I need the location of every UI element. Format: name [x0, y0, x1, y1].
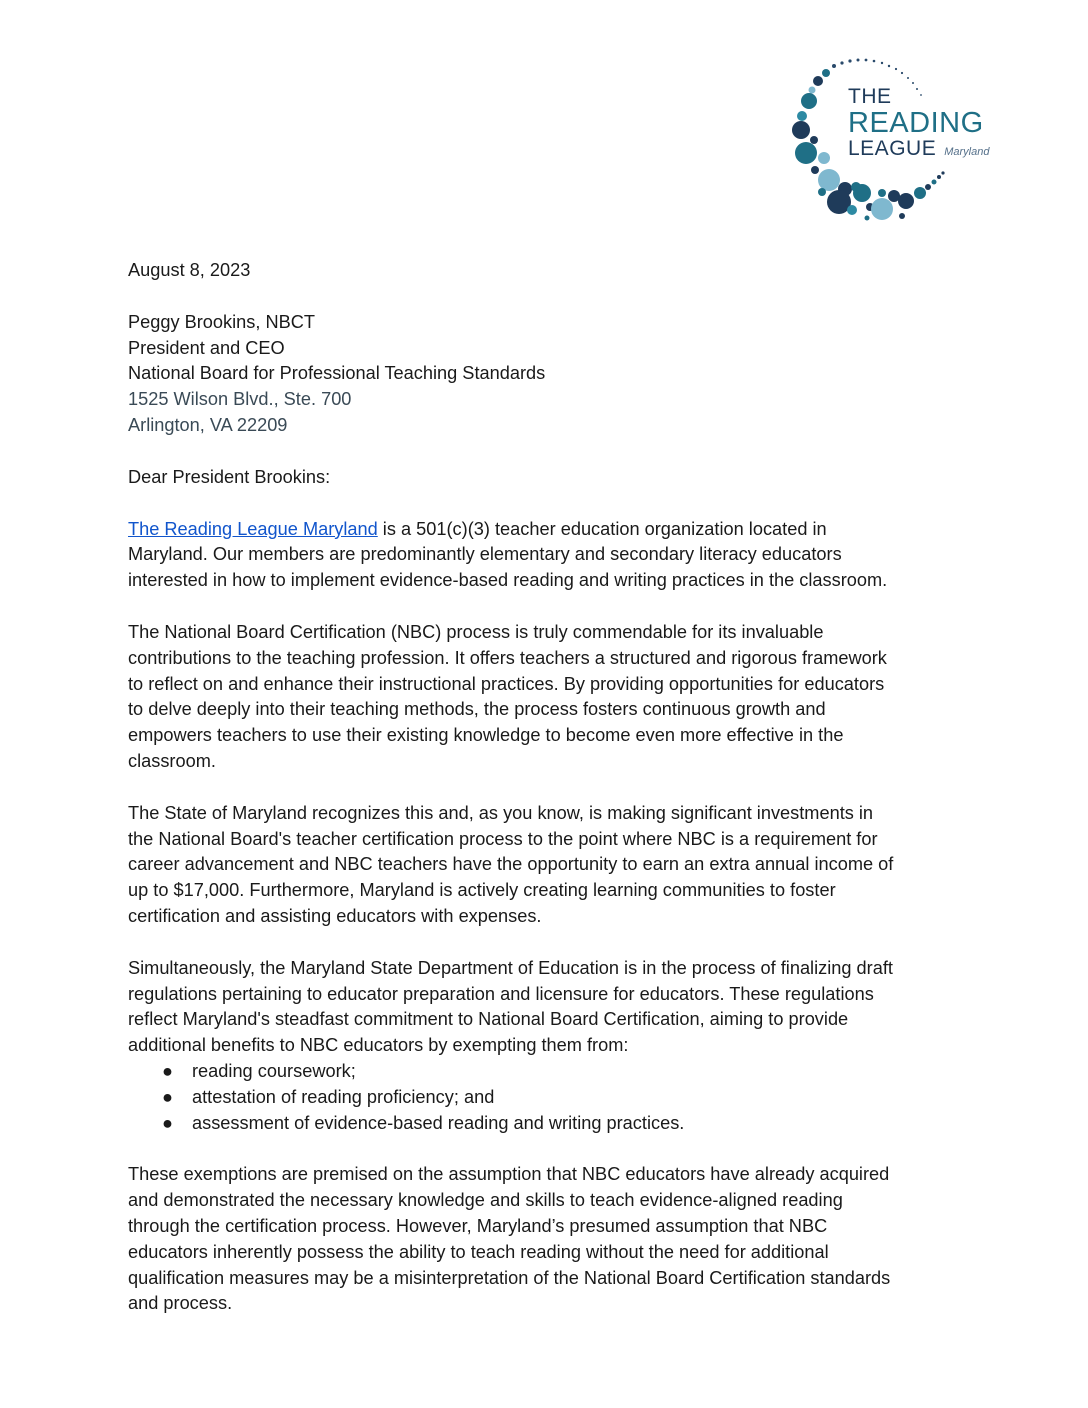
paragraph-text-line: additional benefits to NBC educators by exempting them from: [128, 1035, 629, 1056]
list-item: ● reading coursework; [128, 1059, 958, 1085]
paragraph-draft-regulations [128, 956, 958, 1059]
paragraph-text-line: the National Board's teacher certification process to the point where NBC is a requirement for [128, 828, 878, 849]
paragraph-nbc-process [128, 620, 958, 775]
paragraph-text-line: to delve deeply into their teaching methods, the process fosters continuous growth and [128, 699, 826, 720]
reading-league-logo-text [848, 86, 989, 160]
paragraph-text-line: educators inherently possess the ability to teach reading without the need for additional [128, 1241, 829, 1262]
paragraph-text-line: Maryland. Our members are predominantly elementary and secondary literacy educators [128, 544, 842, 565]
bullet-icon: ● [162, 1086, 173, 1107]
paragraph-text-line: up to $17,000. Furthermore, Maryland is actively creating learning communities to foster [128, 880, 836, 901]
list-item: ● attestation of reading proficiency; and [128, 1085, 958, 1111]
paragraph-maryland-investments [128, 801, 958, 930]
paragraph-text-line: through the certification process. However, Maryland’s presumed assumption that NBC [128, 1215, 828, 1236]
paragraph-text-line: empowers teachers to use their existing knowledge to become even more effective in the [128, 725, 844, 746]
logo-line-league: LEAGUE [848, 137, 937, 160]
logo-line-the: THE [848, 85, 892, 108]
letter-date: August 8, 2023 [128, 260, 251, 280]
bullet-icon: ● [162, 1060, 173, 1081]
recipient-name: Peggy Brookins, NBCT [128, 311, 315, 332]
paragraph-text-line: interested in how to implement evidence-based reading and writing practices in the classroom. [128, 570, 888, 591]
bullet-icon: ● [162, 1112, 173, 1133]
paragraph-text-line: to reflect on and enhance their instructional practices. By providing opportunities for educators [128, 673, 885, 694]
recipient-city-state-zip: Arlington, VA 22209 [128, 414, 288, 435]
paragraph-text-line: Simultaneously, the Maryland State Department of Education is in the process of finalizing draft [128, 957, 893, 978]
paragraph-text-line: career advancement and NBC teachers have the opportunity to earn an extra annual income of [128, 854, 894, 875]
paragraph-text-line: These exemptions are premised on the assumption that NBC educators have already acquired [128, 1164, 890, 1185]
recipient-street-address: 1525 Wilson Blvd., Ste. 700 [128, 389, 352, 410]
salutation: Dear President Brookins: [128, 466, 331, 487]
logo-region: Maryland [944, 146, 990, 158]
exemptions-list [128, 1059, 958, 1136]
logo-line-reading: READING [848, 107, 984, 139]
paragraph-text-line: and process. [128, 1293, 233, 1314]
paragraph-text-line: is a 501(c)(3) teacher education organization located in [377, 518, 827, 539]
paragraph-text-line: contributions to the teaching profession. It offers teachers a structured and rigorous framework [128, 647, 887, 668]
paragraph-exemption-assumptions [128, 1162, 958, 1317]
paragraph-text-line: reflect Maryland's steadfast commitment to National Board Certification, aiming to provide [128, 1009, 849, 1030]
recipient-title: President and CEO [128, 337, 285, 358]
paragraph-text-line: The State of Maryland recognizes this and, as you know, is making significant investments in [128, 802, 874, 823]
paragraph-text-line: certification and assisting educators with expenses. [128, 905, 542, 926]
paragraph-text-line: classroom. [128, 750, 216, 771]
paragraph-text-line: qualification measures may be a misinterpretation of the National Board Certification standards [128, 1267, 891, 1288]
paragraph-text-line: regulations pertaining to educator preparation and licensure for educators. These regulations [128, 983, 874, 1004]
paragraph-text-line: and demonstrated the necessary knowledge and skills to teach evidence-aligned reading [128, 1190, 843, 1211]
recipient-organization: National Board for Professional Teaching Standards [128, 363, 546, 384]
paragraph-introduction [128, 517, 958, 594]
reading-league-maryland-link[interactable]: The Reading League Maryland [128, 518, 378, 539]
paragraph-text-line: The National Board Certification (NBC) process is truly commendable for its invaluable [128, 621, 824, 642]
letter-body [128, 258, 958, 1317]
list-item: ● assessment of evidence-based reading and writing practices. [128, 1111, 958, 1137]
